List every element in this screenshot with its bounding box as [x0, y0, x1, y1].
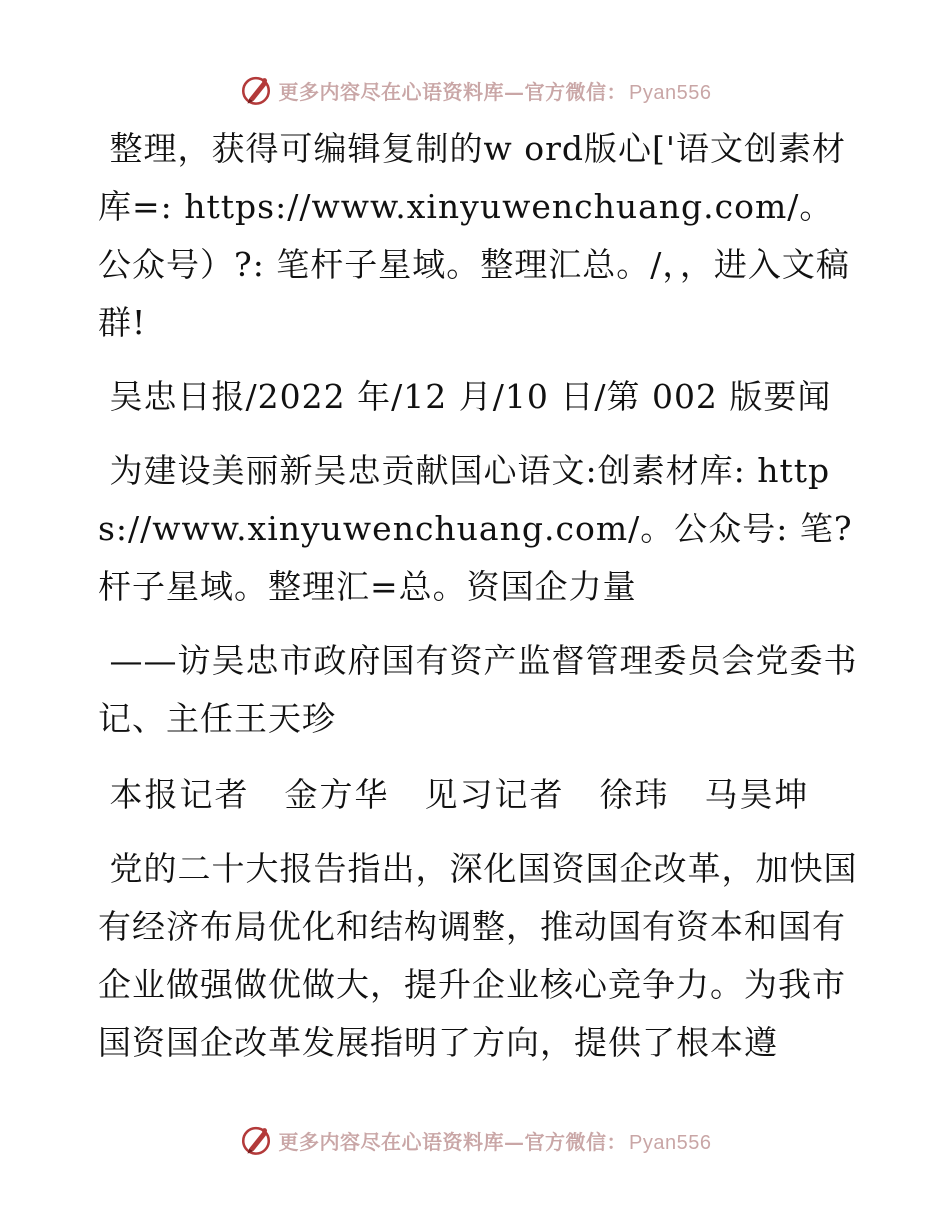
pen-logo-icon: [239, 1123, 273, 1157]
masthead-line: 吴忠日报/2022 年/12 月/10 日/第 002 版要闻: [109, 377, 832, 416]
watermark-banner-bottom: [0, 1120, 950, 1160]
pen-logo-icon: [239, 73, 273, 107]
body-paragraph: 党的二十大报告指出，深化国资国企改革，加快国有经济布局优化和结构调整，推动国有资本和国有企业做强做优做大，提升企业核心竞争力。为我市国资国企改革发展指明了方向，提供了根本遵: [98, 849, 858, 1062]
intro-paragraph: 整理，获得可编辑复制的w ord版心['语文创素材库=: https://www.xinyuwenchuang.com/。公众号）?: 笔杆子星域。整理汇总。/，，进入文稿群!: [98, 129, 850, 342]
document-body: [98, 120, 858, 1072]
article-headline: 为建设美丽新吴忠贡献国心语文:创素材库: https://www.xinyuwenchuang.com/。公众号: 笔?杆子星域。整理汇=总。资国企力量: [98, 451, 853, 606]
watermark-banner-top: [0, 70, 950, 110]
watermark-text: 更多内容尽在心语资料库—官方微信： Pyan556: [278, 1129, 712, 1154]
watermark-text: 更多内容尽在心语资料库—官方微信： Pyan556: [278, 79, 712, 104]
article-subtitle: ——访吴忠市政府国有资产监督管理委员会党委书记、主任王天珍: [98, 641, 858, 738]
byline: 本报记者 金方华 见习记者 徐玮 马昊坤: [109, 775, 810, 814]
